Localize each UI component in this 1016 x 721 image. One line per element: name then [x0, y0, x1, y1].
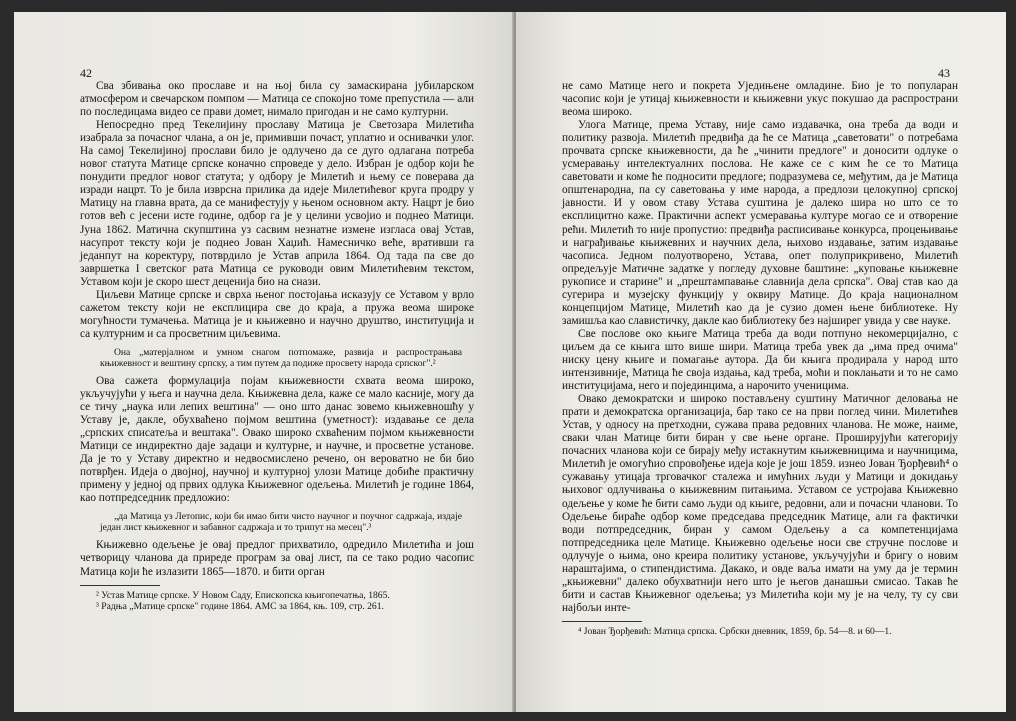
- paragraph: Књижевно одељење је овај предлог прихватило, одредило Милетића и још четворицу чланова да приреде програм за овај лист, па се тако родио часопис Матица који ће излазити 1865—1870. и бити орган: [80, 539, 474, 578]
- paragraph: Све послове око књиге Матица треба да води потпуно некомерцијално, с циљем да се књига што више шири. Матица треба увек да „има пред очима" ниску цену књиге и помагање аутора. Да би књига продирала у народ што интензивније, Матица ће своја издања, кад треба, моћи и поклањати и то не само институцијама, него и појединцима, а нарочито ученицима.: [562, 327, 958, 393]
- paragraph: Циљеви Матице српске и сврха њеног постојања исказују се Уставом у врло сажетом тексту који не експлицира све до краја, а пружа веома широке могућности тумачења. Матица је и књижевно и научно друштво, институција и са културним и са просветним циљевима.: [80, 288, 474, 340]
- footnote-rule: [80, 585, 160, 586]
- right-page-text: [562, 80, 958, 637]
- left-page-text: [80, 80, 474, 613]
- paragraph: Улога Матице, према Уставу, није само издавачка, она треба да води и политику развоја. Милетић предвиђа да ће се Матица „саветовати" о потребама прочвата српске књижевности, да ће „чинити предлоге" и доносити одлуке о усмеравању интелектуалних послова. Не каже се с ким ће се то Матица саветовати и коме ће подносити предлоге; подразумева се, међутим, да је Матица општенародна, па су саветовања у име народа, а предлози целокупној српској јавности. И у овом ставу Устава суштина је далеко шира но што се то експлицитно каже. Практични аспект усмеравања културе могао се и отворение рећи. Милетић то није пропустио: предвиђа расписивање конкурса, процењивање и награђивање књижевних и научних дела, њихово издавање, затим издавање часописа. Једном полуотворено, Устава, опет полуприкривено, Милетић опредељује Матичне задатке у погледу духовне баштине: „куповање књижевне рукописе и старине" и „прештампавање славнија дела српска". Овај став као да сугерира и музејску функцију у оквиру Матице. До краја националном концепцијом Матице, Милетић као да је сузио домен њене библиотеке. Ну замишља као славистичку, дакле као библиотеку без најширег увида у све науке.: [562, 119, 958, 327]
- block-quote: Она „матерјалном и умном снагом потпомаже, развија и распрострањава књижевност и вештину српску, а тим путем да подиже просвету народа српског".²: [100, 346, 462, 369]
- footnote: ⁴ Јован Ђорђевић: Матица српска. Србски дневник, 1859, бр. 54—8. и 60—1.: [578, 625, 892, 637]
- footnote: ³ Радња „Матице српске" године 1864. АМС за 1864, књ. 109, стр. 261.: [96, 601, 384, 613]
- paragraph: Овако демократски и широко постављену суштину Матичног деловања не прати и демократска организација, бар тако се на први поглед чини. Милетићев Устав, у односу на претходни, сужава права редовних чланова. Не може, наиме, сваки члан Матице бити биран у све њене органе. Проширујући категорију почасних чланова који се бирају међу истакнутим књижевницима и научницима, Милетић је омогућио спровођење идеја које је још 1859. изнео Јован Ђорђевић⁴ о сужавању утицаја трговачког сталежа и имућних људи у Матици и докидању њиховог одлучивања о књижевним питањима. Уставом се устројава Књижевно одељење у коме ће бити само људи од књиге, редовни, али и почасни чланови. То Одељење бираће одбор коме председава председник Матице, али га фактички води потпредседник, биран у самом Одељењу а са компетенцијама потпредседника целе Матице. Књижевно одељење носи све стручне послове и одлучује о њима, оно креира политику установе, укључујући и бригу о новим нараштајима, о стипендистима. Дакако, и овде ваља имати на уму да је термин „књижевни" далеко обухватнији него што је његов данашњи смисао. Такав ће бити и састав Књижевног одељења; уз Милетића који му је на челу, ту су сви најбољи инте-: [562, 393, 958, 614]
- block-quote: „да Матица уз Летопис, који би имао бити чисто научног и поучног садржаја, издаје један лист књижевног и забавног садржаја и то трипут на месец".³: [100, 511, 462, 534]
- footnote-rule: [562, 621, 642, 622]
- page-number: 42: [80, 66, 92, 80]
- paragraph: Сва збивања око прославе и на њој била су замаскирана јубиларском атмосфером и свечарском помпом — Матица се спокојно томе препустила — али по последицама видео се прави домет, нимало пригодан и не само културни.: [80, 80, 474, 119]
- page-number: 43: [938, 66, 950, 80]
- left-page: [14, 12, 514, 712]
- right-page: [516, 12, 1006, 712]
- footnote: ² Устав Матице српске. У Новом Саду, Епископска књигопечатња, 1865.: [96, 589, 390, 601]
- paragraph: Ова сажета формулација појам књижевности схвата веома широко, укључујући у њега и научна дела. Књижевна дела, каже се мало касније, могу да се тичу „наука или лепих вештина" — оно што данас зовемо књижевношћу у Уставу је, дакле, обухваћено појмом вештина (уметност): издавање се дела „српских списатеља и вештака". Овако широко схваћеним појмом књижевности Матици се индиректно даје задаци и културне, и научне, и просветне установе. Да је то у Уставу директно и недвосмислено речено, он вероватно не би био потврђен. Идеја о двојној, научној и културној улози Матице добиће практичну примену у једној од првих одлука Књижевног одељења. Милетић је године 1864, као потпредседник предложио:: [80, 374, 474, 505]
- paragraph: Непосредно пред Текелијину прославу Матица је Светозара Милетића изабрала за почасног члана, а он је, примивши почаст, уплатио и оснивачки улог. На самој Текелијиној прослави било је одлучено да се дуго одлагана потреба новог статута Матице српске коначно спроведе у дело. Избран је одбор који ће понудити предлог новог статута; у одбору је Милетић и њему се поверава да изради нацрт. То је била изврсна прилика да идеје Милетићевог круга продру у Матицу на главна врата, да се манифестују у њеном основном акту. Нацрт је био готов већ с јесени исте године, одбор га је у целини усвојио и поднео Матици. Јуна 1862. Матична скупштина уз сасвим незнатне измене изгласа овај Устав, насупрот тексту који је поднео Јован Хаџић. Намесничко веће, вративши га једанпут на коректуру, потврдило је Устав априла 1864. Од тада па све до завршетка I светског рата Матица се руководи овим Милетићевим текстом, Уставом који је скоро шест деценија био на снази.: [80, 119, 474, 288]
- paragraph: не само Матице него и покрета Уједињене омладине. Био је то популаран часопис који је утицај књижевности и књижевни укус покушао да распространи веома широко.: [562, 80, 958, 119]
